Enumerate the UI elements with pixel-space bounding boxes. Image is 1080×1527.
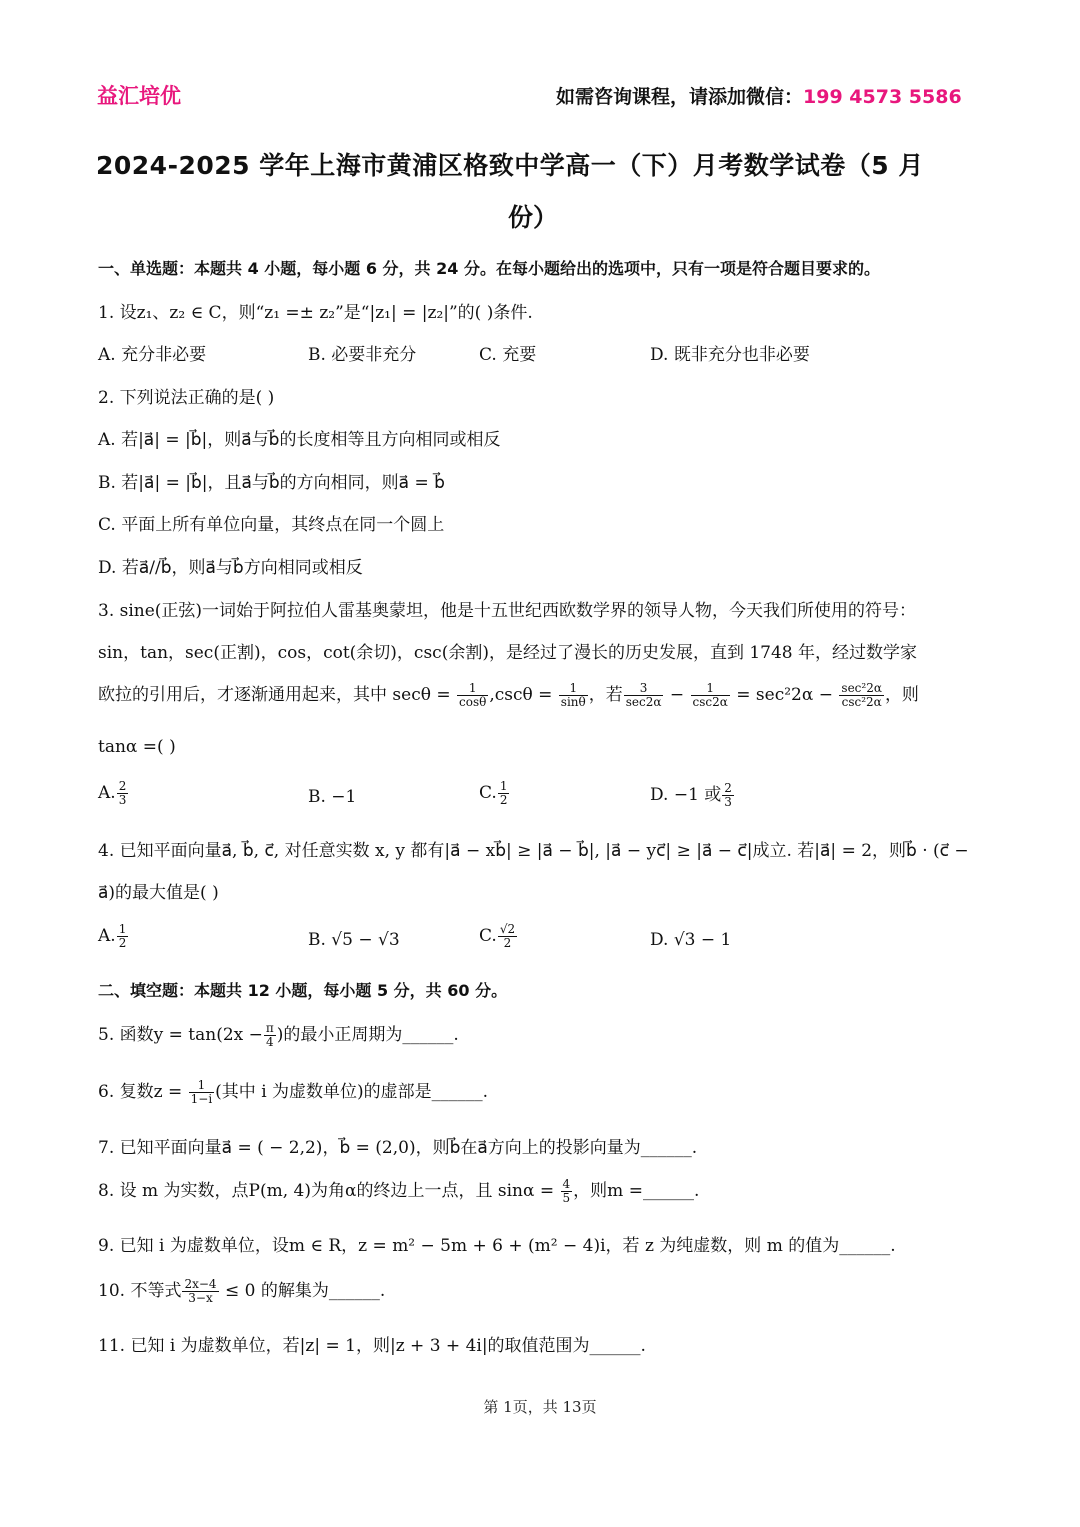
question-4-line-1: 4. 已知平面向量a⃗, b⃗, c⃗, 对任意实数 x, y 都有|a⃗ − xb⃗| ≥ |a⃗ − b⃗|, |a⃗ − yc⃗| ≥ |a⃗ − c⃗|成立. 若|a⃗| = 2，则b⃗ · (c⃗ − bbox=[98, 841, 969, 861]
q8-text-b: ，则m =______. bbox=[573, 1181, 700, 1201]
frac-den: 5 bbox=[562, 1191, 571, 1205]
question-4-option-c bbox=[479, 923, 518, 950]
frac-num: 2x−4 bbox=[184, 1277, 217, 1291]
frac-num: 1 bbox=[559, 682, 588, 696]
fraction-sec bbox=[457, 682, 488, 709]
question-3-option-a bbox=[98, 780, 129, 807]
question-3-line-1: 3. sine(正弦)一词始于阿拉伯人雷基奥蒙坦，他是十五世纪西欧数学界的领导人物，今天我们所使用的符号： bbox=[98, 601, 917, 621]
q3-text-b: ,cscθ = bbox=[489, 685, 553, 705]
frac-num: 1 bbox=[691, 682, 730, 696]
frac-den: sinθ bbox=[560, 695, 586, 709]
question-3-option-b: B. −1 bbox=[308, 787, 357, 807]
q8-text-a: 8. 设 m 为实数，点P(m, 4)为角α的终边上一点，且 sinα = bbox=[98, 1181, 555, 1201]
frac-num: 1 bbox=[457, 682, 488, 696]
question-2-option-b: B. 若|a⃗| = |b⃗|，且a⃗与b⃗的方向相同，则a⃗ = b⃗ bbox=[98, 473, 445, 493]
frac-den: 2 bbox=[503, 936, 512, 950]
q3-text-d: − bbox=[669, 685, 685, 705]
question-4-option-a bbox=[98, 923, 129, 950]
frac-num: π bbox=[265, 1021, 274, 1035]
frac-den: 2 bbox=[118, 936, 127, 950]
q10-text-a: 10. 不等式 bbox=[98, 1281, 182, 1301]
frac-num: 2 bbox=[724, 781, 732, 795]
fraction-pi-4 bbox=[264, 1022, 276, 1049]
contact-label: 如需咨询课程，请添加微信： bbox=[556, 86, 804, 108]
option-label: A. bbox=[98, 926, 116, 946]
question-3-line-4: tanα =( ) bbox=[98, 737, 176, 757]
question-6 bbox=[98, 1077, 488, 1106]
fraction-1-2 bbox=[498, 780, 510, 807]
question-1-option-d: D. 既非充分也非必要 bbox=[650, 345, 810, 365]
question-11: 11. 已知 i 为虚数单位，若|z| = 1，则|z + 3 + 4i|的取值范围为______. bbox=[98, 1336, 646, 1356]
fraction-3-over-sec2a bbox=[624, 682, 664, 709]
fraction-inequality bbox=[182, 1278, 218, 1305]
exam-title-line2: 份） bbox=[508, 203, 559, 232]
fraction-sec2-over-csc2 bbox=[839, 682, 884, 709]
question-2-option-c: C. 平面上所有单位向量，其终点在同一个圆上 bbox=[98, 515, 445, 535]
question-3-line-2: sin，tan，sec(正割)，cos，cot(余切)，csc(余割)，是经过了漫长的历史发展，直到 1748 年，经过数学家 bbox=[98, 643, 918, 663]
question-3-line-3 bbox=[98, 680, 919, 709]
frac-den: 3 bbox=[724, 795, 732, 809]
fraction-1-2 bbox=[117, 923, 129, 950]
option-label: C. bbox=[479, 783, 497, 803]
frac-den: csc²2α bbox=[841, 695, 882, 709]
frac-num: 2 bbox=[118, 779, 127, 793]
question-3-option-d bbox=[650, 780, 735, 809]
question-3-option-c bbox=[479, 780, 510, 807]
frac-den: cosθ bbox=[459, 695, 487, 709]
frac-den: 3 bbox=[118, 793, 127, 807]
frac-num: 1 bbox=[499, 779, 508, 793]
question-1-option-a: A. 充分非必要 bbox=[98, 345, 207, 365]
fraction-2-3 bbox=[722, 782, 734, 809]
frac-den: 3−x bbox=[188, 1291, 213, 1305]
page-footer: 第 1页，共 13页 bbox=[483, 1398, 597, 1416]
frac-den: 4 bbox=[266, 1035, 274, 1049]
question-10 bbox=[98, 1276, 385, 1305]
question-7: 7. 已知平面向量a⃗ = ( − 2,2)，b⃗ = (2,0)，则b⃗在a⃗方向上的投影向量为______. bbox=[98, 1138, 698, 1158]
question-1-option-b: B. 必要非充分 bbox=[308, 345, 417, 365]
q6-text-a: 6. 复数z = bbox=[98, 1082, 183, 1102]
frac-den: sec2α bbox=[625, 695, 662, 709]
fraction-2-3 bbox=[117, 780, 129, 807]
q5-text-b: )的最小正周期为______. bbox=[276, 1025, 459, 1045]
q6-text-b: (其中 i 为虚数单位)的虚部是______. bbox=[215, 1082, 489, 1102]
frac-num: sec²2α bbox=[841, 681, 882, 695]
question-8 bbox=[98, 1176, 699, 1205]
question-5 bbox=[98, 1020, 459, 1049]
option-label: C. bbox=[479, 926, 497, 946]
fraction-4-5 bbox=[561, 1178, 573, 1205]
q3-text-a: 欧拉的引用后，才逐渐通用起来，其中 secθ = bbox=[98, 685, 451, 705]
fraction-csc bbox=[559, 682, 588, 709]
q3-text-f: ，则 bbox=[884, 685, 919, 705]
fraction-sqrt2-2 bbox=[498, 923, 517, 950]
fraction-1-over-1-minus-i bbox=[189, 1079, 215, 1106]
question-2-option-d: D. 若a⃗//b⃗，则a⃗与b⃗方向相同或相反 bbox=[98, 558, 363, 578]
frac-den: csc2α bbox=[692, 695, 728, 709]
question-2-option-a: A. 若|a⃗| = |b⃗|，则a⃗与b⃗的长度相等且方向相同或相反 bbox=[98, 430, 501, 450]
option-label: D. −1 或 bbox=[650, 785, 722, 805]
frac-num: 1 bbox=[189, 1079, 215, 1093]
frac-num: 3 bbox=[624, 682, 664, 696]
q3-text-c: ，若 bbox=[588, 685, 623, 705]
brand-logo-text: 益汇培优 bbox=[97, 84, 181, 108]
q5-text-a: 5. 函数y = tan(2x − bbox=[98, 1025, 263, 1045]
fraction-1-over-csc2a bbox=[691, 682, 730, 709]
exam-title-line1: 2024-2025 学年上海市黄浦区格致中学高一（下）月考数学试卷（5 月 bbox=[96, 151, 924, 180]
frac-num: 1 bbox=[118, 922, 127, 936]
question-2-stem: 2. 下列说法正确的是( ) bbox=[98, 388, 275, 408]
q10-text-b: ≤ 0 的解集为______. bbox=[224, 1281, 386, 1301]
frac-den: 2 bbox=[499, 793, 508, 807]
question-9: 9. 已知 i 为虚数单位，设m ∈ R，z = m² − 5m + 6 + (m² − 4)i，若 z 为纯虚数，则 m 的值为______. bbox=[98, 1236, 896, 1256]
frac-den: 1−i bbox=[190, 1092, 213, 1106]
question-4-line-2: a⃗)的最大值是( ) bbox=[98, 883, 219, 903]
question-4-option-d: D. √3 − 1 bbox=[650, 930, 732, 950]
option-label: A. bbox=[98, 783, 116, 803]
contact-phone: 199 4573 5586 bbox=[803, 86, 962, 108]
question-1-stem: 1. 设z₁、z₂ ∈ C，则“z₁ =± z₂”是“|z₁| = |z₂|”的( )条件. bbox=[98, 303, 533, 323]
question-4-option-b: B. √5 − √3 bbox=[308, 930, 400, 950]
question-1-option-c: C. 充要 bbox=[479, 345, 537, 365]
frac-num: √2 bbox=[499, 922, 516, 936]
section-1-heading: 一、单选题：本题共 4 小题，每小题 6 分，共 24 分。在每小题给出的选项中，只有一项是符合题目要求的。 bbox=[98, 259, 880, 278]
section-2-heading: 二、填空题：本题共 12 小题，每小题 5 分，共 60 分。 bbox=[98, 981, 508, 1000]
frac-num: 4 bbox=[562, 1177, 571, 1191]
contact-info bbox=[556, 82, 962, 109]
q3-text-e: = sec²2α − bbox=[736, 685, 833, 705]
